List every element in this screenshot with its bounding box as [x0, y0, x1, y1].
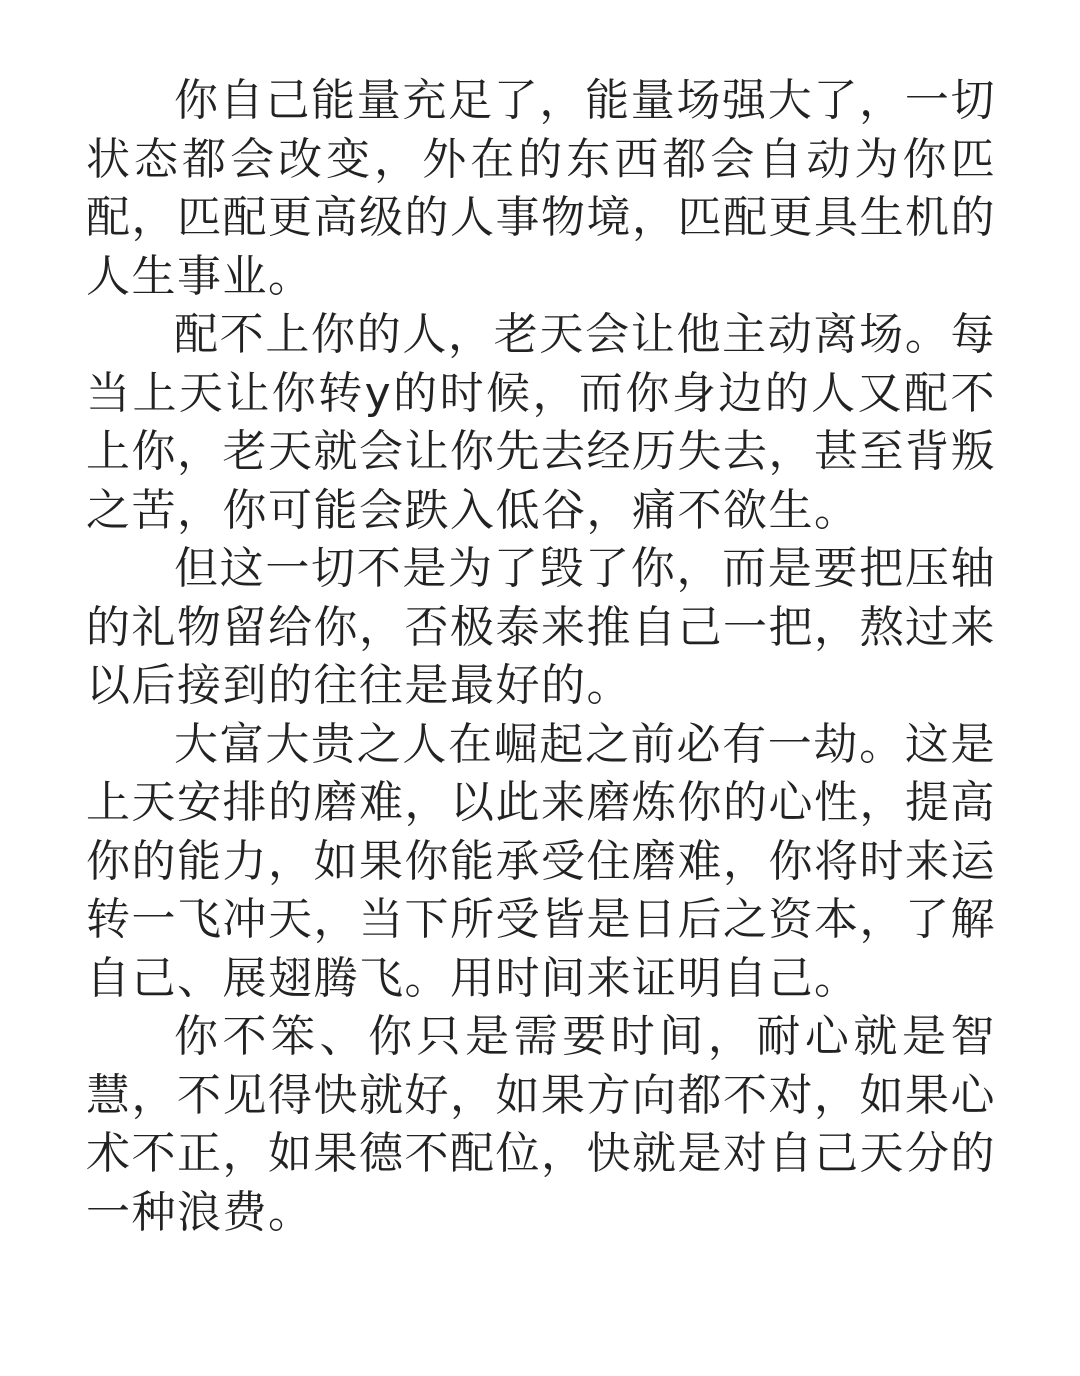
- paragraph-4: 大富大贵之人在崛起之前必有一劫。这是上天安排的磨难，以此来磨炼你的心性，提高你的能力，如果你能承受住磨难，你将时来运转一飞冲天，当下所受皆是日后之资本，了解自己、展翅腾飞。用时间来证明自己。: [86, 718, 996, 1004]
- paragraph-1: 你自己能量充足了，能量场强大了，一切状态都会改变，外在的东西都会自动为你匹配，匹配更高级的人事物境，匹配更具生机的人生事业。: [86, 75, 996, 302]
- paragraph-3: 但这一切不是为了毁了你，而是要把压轴的礼物留给你，否极泰来推自己一把，熬过来以后接到的往往是最好的。: [86, 543, 996, 711]
- document-body: [86, 72, 996, 1242]
- paragraph-5: 你不笨、你只是需要时间，耐心就是智慧，不见得快就好，如果方向都不对，如果心术不正，如果德不配位，快就是对自己天分的一种浪费。: [86, 1011, 996, 1238]
- paragraph-2: 配不上你的人，老天会让他主动离场。每当上天让你转y的时候，而你身边的人又配不上你，老天就会让你先去经历失去，甚至背叛之苦，你可能会跌入低谷，痛不欲生。: [86, 309, 996, 536]
